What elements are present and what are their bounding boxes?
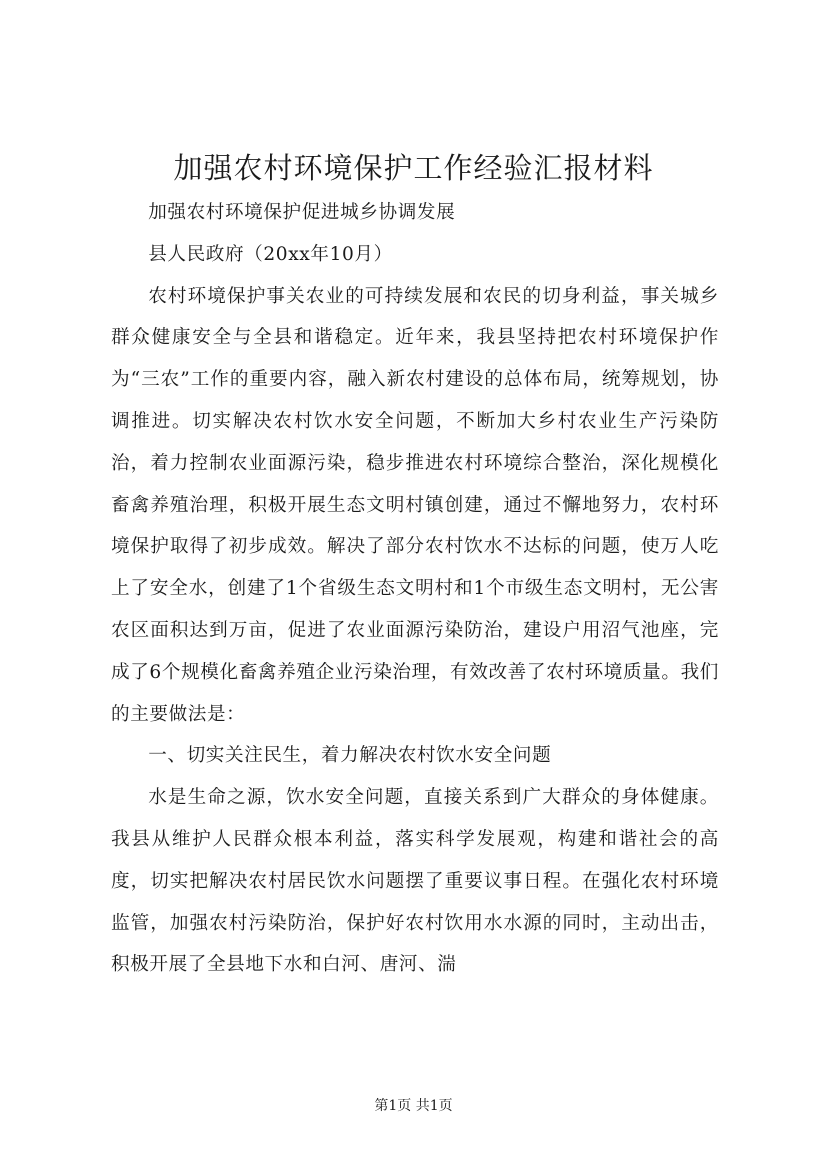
document-title: 加强农村环境保护工作经验汇报材料 (173, 151, 654, 185)
section-heading-1: 一、切实关注民生，着力解决农村饮水安全问题 (148, 745, 552, 767)
document-subtitle: 加强农村环境保护促进城乡协调发展 (148, 202, 456, 223)
document-body (111, 192, 719, 986)
page-number-footer: 第1页 共1页 (374, 1098, 453, 1114)
paragraph-section-1: 水是生命之源，饮水安全问题，直接关系到广大群众的身体健康。我县从维护人民群众根本利益，落实科学发展观，构建和谐社会的高度，切实把解决农村居民饮水问题摆了重要议事日程。在强化农村环境监管，加强农村污染防治，保护好农村饮用水水源的同时，主动出击，积极开展了全县地下水和白河、唐河、湍 (111, 787, 719, 976)
paragraph-intro: 农村环境保护事关农业的可持续发展和农民的切身利益，事关城乡群众健康安全与全县和谐稳定。近年来，我县坚持把农村环境保护作为“三农”工作的重要内容，融入新农村建设的总体布局，统筹规划，协调推进。切实解决农村饮水安全问题，不断加大乡村农业生产污染防治，着力控制农业面源污染，稳步推进农村环境综合整治，深化规模化畜禽养殖治理，积极开展生态文明村镇创建，通过不懈地努力，农村环境保护取得了初步成效。解决了部分农村饮水不达标的问题，使万人吃上了安全水，创建了1个省级生态文明村和1个市级生态文明村，无公害农区面积达到万亩，促进了农业面源污染防治，建设户用沼气池座，完成了6个规模化畜禽养殖企业污染治理，有效改善了农村环境质量。我们的主要做法是： (111, 285, 719, 725)
document-byline: 县人民政府（20xx年10月） (148, 243, 393, 265)
